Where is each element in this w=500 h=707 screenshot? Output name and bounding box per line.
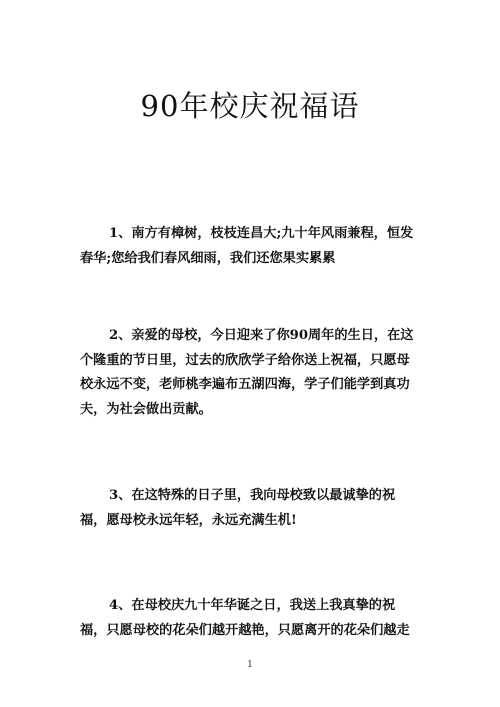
paragraph-4: 4、在母校庆九十年华诞之日，我送上我真挚的祝福，只愿母校的花朵们越开越艳，只愿离开的花朵们越走: [80, 598, 410, 638]
paragraph-1: 1、南方有樟树，枝枝连昌大;九十年风雨兼程，恒发春华;您给我们春风细雨，我们还您果实累累: [80, 226, 414, 266]
paragraph-3: 3、在这特殊的日子里，我向母校致以最诚挚的祝福，愿母校永远年轻，永远充满生机!: [80, 488, 396, 528]
document-title: 90年校庆祝福语: [140, 89, 360, 123]
paragraph-2: 2、亲爱的母校，今日迎来了你90周年的生日，在这个隆重的节日里，过去的欣欣学子给你送上祝福，只愿母校永远不变，老师桃李遍布五湖四海，学子们能学到真功夫，为社会做出贡献。: [80, 328, 414, 417]
page-number: 1: [247, 660, 253, 670]
